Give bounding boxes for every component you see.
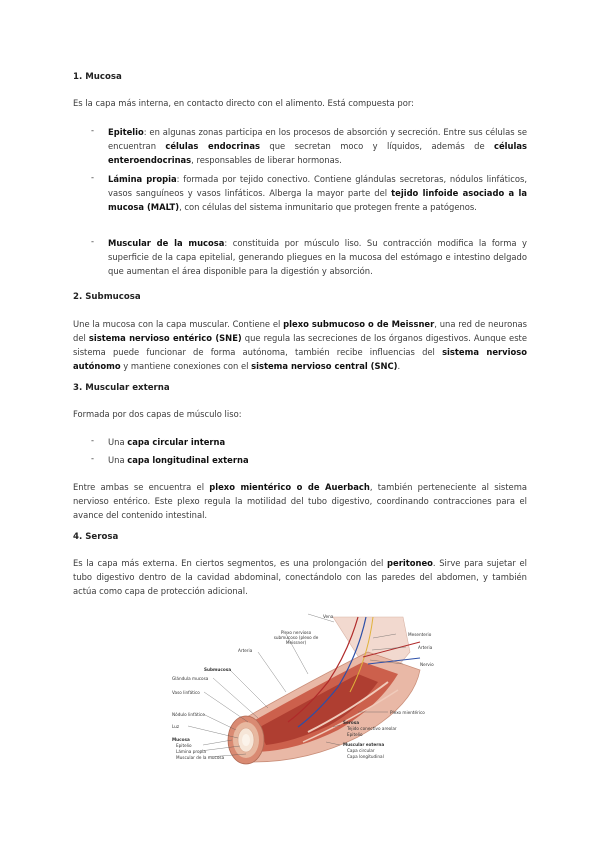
label-epithelium-serosa: Epitelio	[347, 732, 363, 737]
label-gland-mucosa: Glándula mucosa	[172, 676, 209, 681]
submucosa-paragraph: Une la mucosa con la capa muscular. Contiene el plexo submucoso o de Meissner, una red de neuronas del sistema nervioso entérico (SNE) que regula las secreciones de los órganos digestivos. Aunque este sistema puede funcionar de forma autónoma, también recibe influencias del sistema nervioso autónomo y mantiene conexiones con el sistema nervioso central (SNC).	[73, 319, 527, 371]
auerbach-paragraph: Entre ambas se encuentra el plexo mientérico o de Auerbach, también perteneciente al sistema nervioso entérico. Este plexo regula la motilidad del tubo digestivo, coordinando contracciones para el avance del contenido intestinal.	[73, 482, 527, 520]
label-lymph-nodule: Nódulo linfático	[172, 712, 205, 717]
label-epithelium: Epitelio	[176, 743, 192, 748]
list-dash: -	[91, 453, 95, 463]
label-myenteric: Plexo mientérico	[390, 710, 425, 715]
section-heading-mucosa: 1. Mucosa	[73, 72, 122, 82]
list-dash: -	[91, 435, 95, 445]
label-meissner: Plexo nervioso submucoso (plexo de Meissner)	[273, 630, 319, 645]
list-item-text: Lámina propia: formada por tejido conectivo. Contiene glándulas secretoras, nódulos linfáticos, vasos sanguíneos y vasos linfáticos. Alberga la mayor parte del tejido linfoide asociado a la mucosa (MALT), con células del sistema inmunitario que protegen frente a patógenos.	[108, 174, 528, 212]
label-circular-layer: Capa circular	[347, 748, 375, 753]
label-lymph-vessel: Vaso linfático	[172, 690, 200, 695]
digestive-wall-diagram	[158, 612, 443, 772]
muscular-intro: Formada por dos capas de músculo liso:	[73, 409, 242, 419]
list-dash: -	[91, 172, 95, 182]
list-item-text: Una capa longitudinal externa	[108, 455, 249, 465]
list-item-text: Una capa circular interna	[108, 437, 226, 447]
label-muscularis-externa: Muscular externa	[343, 742, 385, 747]
label-areolar: Tejido conectivo areolar	[347, 726, 397, 731]
label-mesentery: Mesenterio	[408, 632, 432, 637]
label-nerve: Nervio	[420, 662, 434, 667]
label-submucosa: Submucosa	[204, 667, 232, 672]
label-mucosa: Mucosa	[172, 737, 190, 742]
label-vein: Vena	[323, 614, 334, 619]
mucosa-intro: Es la capa más interna, en contacto directo con el alimento. Está compuesta por:	[73, 98, 414, 108]
label-muscularis-mucosae: Muscular de la mucosa	[176, 755, 225, 760]
list-item-text: Muscular de la mucosa: constituida por músculo liso. Su contracción modifica la forma y superficie de la capa epitelial, generando pliegues en la mucosa del estómago e intestino delgado que aumentan el área disponible para la digestión y absorción.	[108, 238, 527, 276]
label-artery-left: Arteria	[238, 648, 253, 653]
section-heading-muscular-externa: 3. Muscular externa	[73, 383, 170, 393]
label-lamina-propria: Lámina propia	[176, 749, 206, 754]
serosa-paragraph: Es la capa más externa. En ciertos segmentos, es una prolongación del peritoneo. Sirve para sujetar el tubo digestivo dentro de la cavidad abdominal, conectándolo con las paredes del abdomen, y también actúa como capa de protección adicional.	[73, 558, 527, 596]
label-lumen: Luz	[172, 724, 180, 729]
label-serosa: Serosa	[343, 720, 360, 725]
label-longitudinal-layer: Capa longitudinal	[347, 754, 384, 759]
list-dash: -	[91, 125, 95, 135]
section-heading-serosa: 4. Serosa	[73, 532, 119, 542]
list-dash: -	[91, 236, 95, 246]
list-item-text: Epitelio: en algunas zonas participa en los procesos de absorción y secreción. Entre sus células se encuentran células endocrinas que secretan moco y líquidos, además de células enteroendocrinas, responsables de liberar hormonas.	[108, 127, 527, 165]
section-heading-submucosa: 2. Submucosa	[73, 292, 141, 302]
label-artery-right: Arteria	[418, 645, 433, 650]
